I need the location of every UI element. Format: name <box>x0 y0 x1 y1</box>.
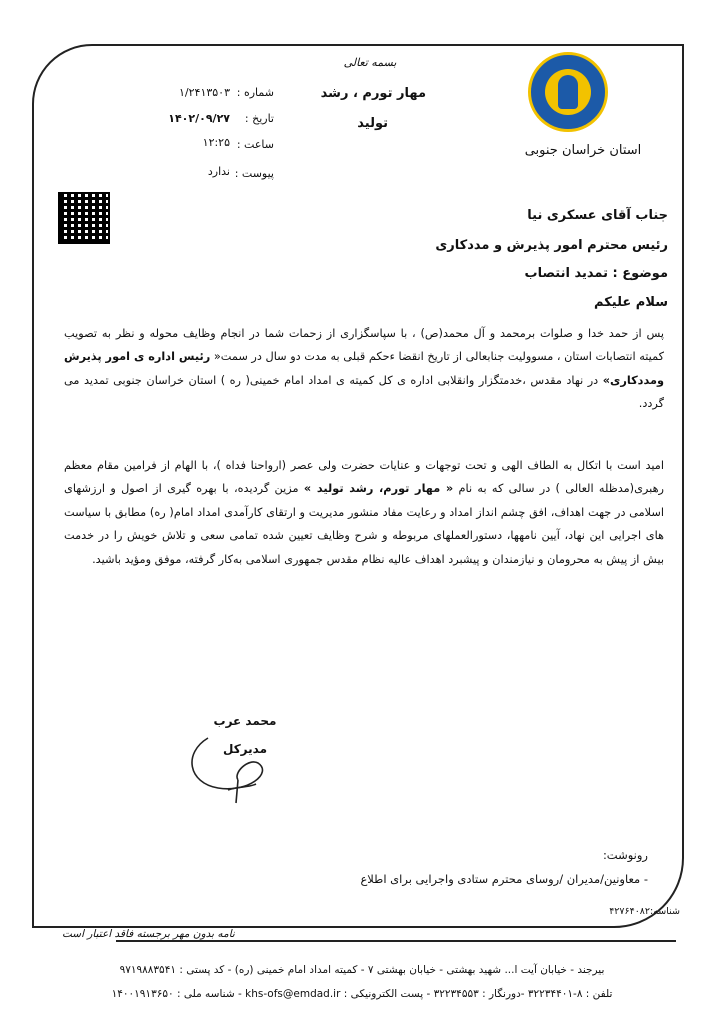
footer-divider <box>116 940 676 942</box>
signatory-title: مدیرکل <box>222 742 268 756</box>
para2-text-start: امید است با اتکال به الطاف الهی و تحت توجهات و عنایات حضرت ولی عصر (ارواحنا فداه )، با الهام از فرامین مقام معظم رهبری(مدظله العالی ) در سالی که به نام <box>64 459 664 496</box>
signatory-name: محمد عرب <box>213 714 277 728</box>
footer-address: بیرجند - خیابان آیت ا... شهید بهشتی - خیابان بهشتی ۷ - کمیته امداد امام خمینی (ره) - کد پستی : ۹۷۱۹۸۸۳۵۴۱ <box>119 964 605 976</box>
para1-text-end: در نهاد مقدس ،خدمتگزار وانقلابی اداره ی کل کمیته ی امداد امام خمینی( ره ) استان خراسان جنوبی تمدید می گردد. <box>64 373 664 411</box>
number-label: شماره : <box>236 86 274 99</box>
date-value: ۱۴۰۲/۰۹/۲۷ <box>168 112 230 125</box>
recipient-title: رئیس محترم امور پذیرش و مددکاری <box>435 238 668 253</box>
date-label: تاریخ : <box>244 112 274 125</box>
document-code: شناسه:۴۲۷۶۴۰۸۲ <box>609 906 680 917</box>
para1-text-start: پس از حمد خدا و صلوات برمحمد و آل محمد(ص) ، با سپاسگزاری از زحمات شما در انجام وظایف محوله و نظر به تصویب کمیته انتصابات استان ، مسوولیت جنابعالی از تاریخ انقضا ءحکم قبلی به مدت دو سال در سمت« <box>64 327 664 364</box>
slogan-line-1: مهار تورم ، رشد <box>320 86 426 101</box>
qr-code-icon <box>58 192 110 244</box>
logo-figure-icon <box>558 75 578 109</box>
basmala: بسمه تعالی <box>343 56 397 69</box>
signature-scribble-icon <box>178 718 298 808</box>
body-paragraph-2 <box>64 454 664 571</box>
para2-text-end: مزین گردیده، با بهره گیری از اصول و ارزشهای اسلامی در جهت اهداف، افق چشم انداز امداد و رعایت مفاد منشور مدیریت و ارتقای کارآمدی امداد امام( ره) مطابق با سیاست های اجرایی این نهاد، آیین نامهها، دستورالعملهای مربوطه و شرح وظایف تعیین شده تمامی سعی و تلاش خویش را در خدمت بیش از پیش به محرومان و نیازمندان و پیشبرد اهداف عالیه نظام مقدس جمهوری اسلامی به‌کار گرفته، موفق ومؤید باشید. <box>64 482 664 566</box>
body-paragraph-1 <box>64 322 664 416</box>
time-value: ۱۲:۲۵ <box>202 136 230 149</box>
copies-label: رونوشت: <box>602 848 648 862</box>
footer-contact: تلفن : ۸-۳۲۲۳۴۴۰۱ -دورنگار : ۳۲۲۳۴۵۵۳ - پست الکترونیکی : khs-ofs@emdad.ir - شناسه ملی : ۱۴۰۰۱۹۱۳۶۵۰ <box>111 988 613 1000</box>
para2-bold-slogan: « مهار تورم، رشد تولید » <box>303 482 454 496</box>
greeting: سلام علیکم <box>594 295 668 310</box>
attachment-value: ندارد <box>207 165 230 178</box>
time-label: ساعت : <box>236 138 274 151</box>
province-name: استان خراسان جنوبی <box>524 143 642 158</box>
recipient-name: جناب آقای عسکری نیا <box>527 208 668 223</box>
validity-motto: نامه بدون مهر برجسته فاقد اعتبار است <box>56 928 241 940</box>
letter-subject: موضوع : تمدید انتصاب <box>524 266 668 281</box>
para1-bold-title: رئیس اداره ی امور پذیرش ومددکاری» <box>64 350 664 387</box>
attachment-label: پیوست : <box>234 167 274 180</box>
slogan-line-2: تولید <box>357 116 388 131</box>
number-value: ۱/۲۴۱۳۵۰۳ <box>179 86 230 99</box>
organization-logo <box>528 52 608 132</box>
copies-recipients: - معاونین/مدیران /روسای محترم ستادی واجرایی برای اطلاع <box>360 872 648 886</box>
